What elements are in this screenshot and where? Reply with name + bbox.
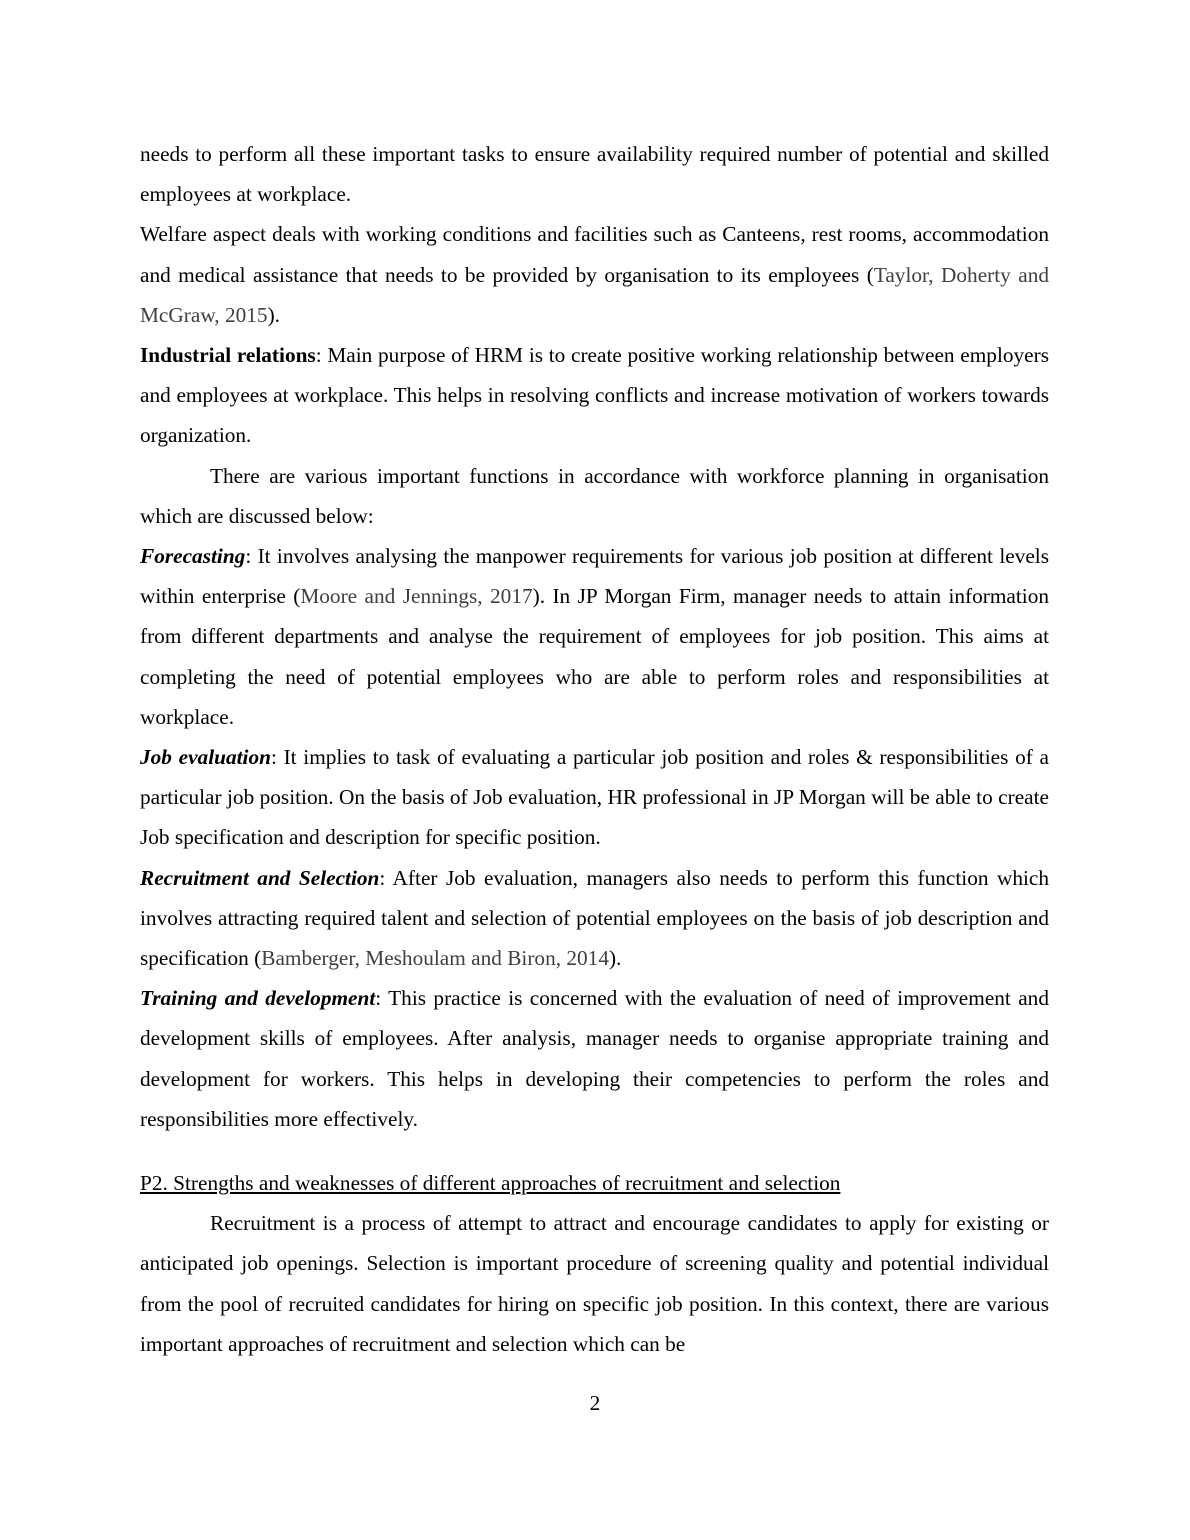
term-training-development: Training and development [140, 986, 376, 1011]
term-industrial-relations: Industrial relations [140, 343, 316, 368]
paragraph-recruitment-intro: Recruitment is a process of attempt to attract and encourage candidates to apply for existing or anticipated job openings. Selection is important procedure of screening quality and potential individual from the pool of recruited candidates for hiring on specific job position. In this context, there are various important approaches of recruitment and selection which can be [140, 1211, 1049, 1356]
paragraph-training-development [140, 978, 1049, 1139]
paragraph-job-evaluation [140, 737, 1049, 858]
paragraph-forecasting [140, 536, 1049, 737]
term-forecasting: Forecasting [140, 544, 246, 569]
paragraph-recruitment-selection [140, 858, 1049, 979]
term-recruitment-selection: Recruitment and Selection [140, 865, 380, 890]
paragraph-text: : It implies to task of evaluating a particular job position and roles & responsibilities of a particular job position. On the basis of Job evaluation, HR professional in JP Morgan will be able to create Job specification and description for specific position. [140, 745, 1049, 850]
paragraph-text: ). In JP Morgan Firm, manager needs to attain information from different departments and analyse the requirement of employees for job position. This aims at completing the need of potential employees who are able to perform roles and responsibilities at workplace. [140, 584, 1049, 729]
paragraph-text: : Main purpose of HRM is to create positive working relationship between employers and employees at workplace. This helps in resolving conflicts and increase motivation of workers towards organization. [140, 343, 1049, 448]
citation: Moore and Jennings, 2017 [300, 584, 533, 609]
paragraph-text: : After Job evaluation, managers also needs to perform this function which involves attracting required talent and selection of potential employees on the basis of job description and specification ( [140, 865, 1049, 971]
paragraph-text: Welfare aspect deals with working conditions and facilities such as Canteens, rest rooms, accommodation and medical assistance that needs to be provided by organisation to its employees ( [140, 222, 1049, 287]
citation: Taylor, Doherty and McGraw, 2015 [140, 262, 1049, 327]
paragraph-text: ). [608, 946, 622, 971]
page-number: 2 [589, 1391, 601, 1415]
paragraph-welfare [140, 214, 1049, 335]
term-job-evaluation: Job evaluation [140, 745, 271, 770]
paragraph-text: : It involves analysing the manpower requirements for various job position at different levels within enterprise ( [140, 544, 1049, 609]
paragraph-functions-intro: There are various important functions in accordance with workforce planning in organisation which are discussed below: [140, 463, 1049, 528]
paragraph-text: ). [267, 302, 280, 327]
citation: Bamberger, Meshoulam and Biron, 2014 [261, 946, 609, 971]
paragraph-industrial-relations [140, 335, 1049, 456]
section-heading-p2: P2. Strengths and weaknesses of different approaches of recruitment and selection [140, 1171, 841, 1196]
paragraph-continuation: needs to perform all these important tasks to ensure availability required number of potential and skilled employees at workplace. [140, 142, 1049, 207]
document-page [140, 134, 1049, 1364]
paragraph-text: : This practice is concerned with the evaluation of need of improvement and development skills of employees. After analysis, manager needs to organise appropriate training and development for workers. This helps in developing their competencies to perform the roles and responsibilities more effectively. [140, 986, 1049, 1131]
